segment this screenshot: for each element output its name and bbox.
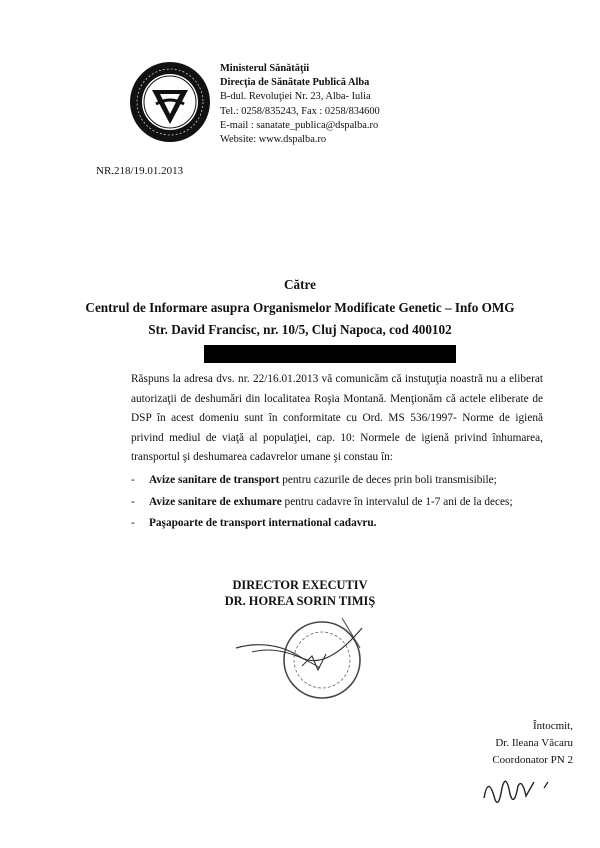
list-item: - Avize sanitare de exhumare pentru cadavre în intervalul de 1-7 ani de la deces; <box>131 495 513 508</box>
prepared-by-block <box>420 718 573 769</box>
prepared-label: Întocmit, <box>532 720 573 732</box>
recipient-to: Către <box>284 277 316 292</box>
postal-address: B-dul. Revoluţiei Nr. 23, Alba- Iulia <box>220 91 371 103</box>
document-list <box>131 470 561 535</box>
prepared-role: Coordonator PN 2 <box>492 754 573 766</box>
email-line: E-mail : sanatate_publica@dspalba.ro <box>220 119 379 131</box>
ministry-name: Ministerul Sănătăţii <box>220 63 310 74</box>
official-stamp <box>232 608 392 718</box>
body-paragraph <box>131 370 543 468</box>
redaction-bar <box>204 345 456 363</box>
signatory-title: DIRECTOR EXECUTIV <box>232 578 368 592</box>
signatory-name: DR. HOREA SORIN TIMIŞ <box>224 594 376 608</box>
recipient-organization: Centrul de Informare asupra Organismelor Modificate Genetic – Info OMG <box>85 300 515 315</box>
directorate-name: Direcţia de Sănătate Publică Alba <box>220 77 370 89</box>
prepared-name: Dr. Ileana Văcaru <box>495 737 573 749</box>
body-text: Răspuns la adresa dvs. nr. 22/16.01.2013 vă comunicăm că instuţuţia noastră nu a eliberat autorizaţii de deshumări din localitatea Roşia Montană. Menţionăm că actele eliberate de DSP în acest domeniu sunt în conformitate cu Ord. MS 536/1997- Norme de igienă privind mediul de viaţă al populaţiei, cap. 10: Normele de igienă privind înhumarea, transportul şi deshumarea cadavrelor umane şi constau în: <box>131 373 543 464</box>
reference-number: NR.218/19.01.2013 <box>96 165 184 177</box>
letterhead <box>220 62 380 147</box>
recipient-address: Str. David Francisc, nr. 10/5, Cluj Napoca, cod 400102 <box>148 322 452 337</box>
handwritten-signature <box>478 768 558 818</box>
website-line: Website: www.dspalba.ro <box>220 134 327 146</box>
dsp-alba-logo <box>128 60 212 144</box>
list-item: - Paşapoarte de transport international cadavru. <box>131 517 377 529</box>
phone-fax: Tel.: 0258/835243, Fax : 0258/834600 <box>220 105 380 117</box>
list-item: - Avize sanitare de transport pentru cazurile de deces prin boli transmisibile; <box>131 474 497 486</box>
